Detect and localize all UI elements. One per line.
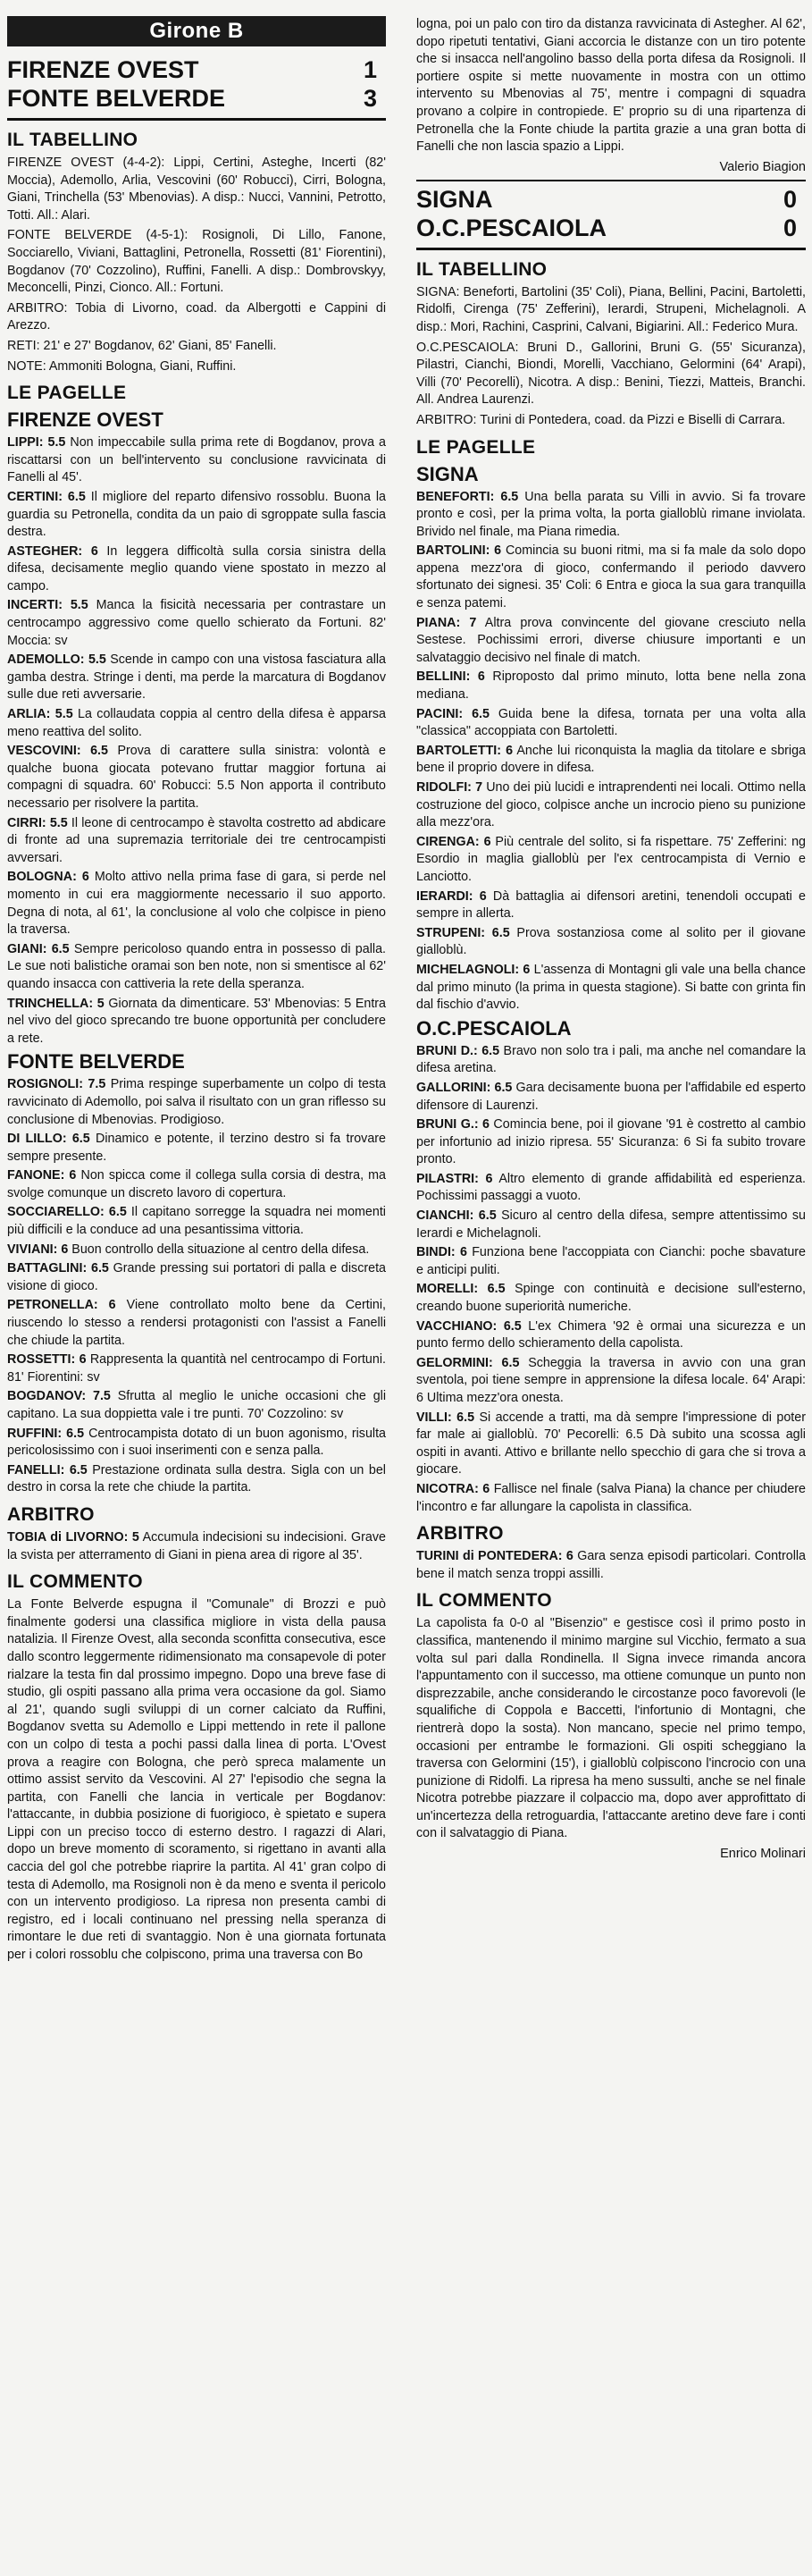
rating-name: BARTOLETTI: 6 <box>416 743 514 758</box>
rating-text: Prova di carattere sulla sinistra: volontà e qualche buona giocata potevano fruttar maggior fortuna ai compagni di squadra. 60' Robucci: 5.5 Non apporta il contributo necessario per risolvere la partita. <box>7 744 386 811</box>
rating-text: Sicuro al centro della difesa, sempre attentissimo su Ierardi e Michelagnoli. <box>416 1208 806 1241</box>
rating-text: Accumula indecisioni su indecisioni. Grave la svista per atterramento di Giani in piena area di rigore al 35'. <box>7 1529 386 1562</box>
player-rating <box>7 489 386 542</box>
rating-text: Più centrale del solito, si fa rispettare. 75' Zefferini: ng Esordio in maglia gialloblù per l'ex centrocampista di Vernio e Lanciotto. <box>416 834 806 884</box>
rating-name: CIRENGA: 6 <box>416 834 491 849</box>
rating-text: Fallisce nel finale (salva Piana) la chance per chiudere l'incontro e far allungare la capolista in classifica. <box>416 1481 806 1514</box>
rating-text: Dinamico e potente, il terzino destro si fa trovare sempre presente. <box>7 1132 386 1164</box>
player-rating <box>416 743 806 778</box>
rating-name: PETRONELLA: 6 <box>7 1298 116 1313</box>
rating-name: ROSSETTI: 6 <box>7 1352 87 1368</box>
rating-text: Prova sostanziosa come al solito per il giovane gialloblù. <box>416 925 806 958</box>
rating-text: Buon controllo della situazione al centro della difesa. <box>68 1242 370 1257</box>
player-rating <box>7 1426 386 1461</box>
rating-text: Non impeccabile sulla prima rete di Bogdanov, prova a riscattarsi con un bell'intervento su conclusione ravvicinata di Fanelli al 45'. <box>7 435 387 485</box>
rating-text: Comincia bene, poi il giovane '91 è costretto al cambio per infortunio ad inizio ripresa. 55' Sicuranza: 6 Si fa subito trovare pronto. <box>416 1117 806 1167</box>
section-title-pagelle: LE PAGELLE <box>7 383 127 404</box>
rating-name: PIANA: 7 <box>416 615 477 630</box>
rating-name: GIANI: 6.5 <box>7 941 70 956</box>
rating-name: VILLI: 6.5 <box>416 1410 475 1425</box>
rating-name: BENEFORTI: 6.5 <box>416 489 519 504</box>
player-rating <box>416 489 806 542</box>
rating-name: BATTAGLINI: 6.5 <box>7 1261 109 1276</box>
team-score: 0 <box>783 214 797 241</box>
player-rating <box>7 652 386 704</box>
team-name: O.C.PESCAIOLA <box>416 214 607 241</box>
rating-name: TOBIA di LIVORNO: 5 <box>7 1529 139 1545</box>
team-name: SIGNA <box>416 185 493 213</box>
team-score: 0 <box>783 185 797 213</box>
rating-name: VIVIANI: 6 <box>7 1242 69 1257</box>
player-rating <box>416 1481 806 1516</box>
team-score: 1 <box>363 56 377 83</box>
rating-name: BRUNI D.: 6.5 <box>416 1043 500 1058</box>
rating-name: BELLINI: 6 <box>416 669 485 685</box>
rating-name: NICOTRA: 6 <box>416 1481 490 1496</box>
section-title-commento: IL COMMENTO <box>7 1571 143 1593</box>
group-header: Girone B <box>7 16 386 46</box>
score-row-home <box>416 185 806 214</box>
rating-text: Anche lui riconquista la maglia da titolare e sbriga bene il proprio dovere in difesa. <box>416 743 806 776</box>
rating-text: Rappresenta la quantità nel centrocampo di Fortuni. 81' Fiorentini: sv <box>7 1352 386 1385</box>
rating-name: CIANCHI: 6.5 <box>416 1208 497 1224</box>
right-column <box>416 16 806 1866</box>
player-rating <box>416 1043 806 1078</box>
player-rating <box>416 1080 806 1115</box>
rating-text: Centrocampista dotato di un buon agonismo, risulta pericolosissimo con i suoi inserimenti con e senza palla. <box>7 1426 386 1459</box>
rating-name: BINDI: 6 <box>416 1245 467 1260</box>
rating-text: La collaudata coppia al centro della difesa è apparsa meno reattiva del solito. <box>7 707 386 739</box>
player-rating <box>7 1076 386 1129</box>
match-score-block <box>7 55 386 121</box>
team-subtitle: SIGNA <box>416 462 479 485</box>
rating-name: BRUNI G.: 6 <box>416 1117 490 1132</box>
player-rating <box>416 1244 806 1279</box>
player-rating <box>7 1260 386 1295</box>
player-rating <box>416 962 806 1014</box>
rating-text: Non spicca come il collega sulla corsia di destra, ma svolge comunque un discreto lavoro di copertura. <box>7 1168 386 1200</box>
team-name: FIRENZE OVEST <box>7 56 199 83</box>
rating-text: Prestazione ordinata sulla destra. Sigla con un bel destro in corsa la rete che chiude la partita. <box>7 1462 386 1495</box>
player-rating <box>416 669 806 703</box>
rating-name: GALLORINI: 6.5 <box>416 1080 513 1095</box>
rating-name: BARTOLINI: 6 <box>416 543 502 559</box>
rating-text: Il migliore del reparto difensivo rossoblu. Buona la guardia su Petronella, condita da un paio di sgroppate sulla fascia destra. <box>7 489 387 540</box>
player-rating <box>7 706 386 741</box>
rating-name: RUFFINI: 6.5 <box>7 1426 85 1441</box>
rating-text: Gara senza episodi particolari. Controlla bene il match senza troppi assilli. <box>416 1549 807 1581</box>
rating-text: Sfrutta al meglio le uniche occasioni che gli capitano. La sua doppietta vale i tre punti. 70' Cozzolino: sv <box>7 1389 387 1421</box>
rating-name: VACCHIANO: 6.5 <box>416 1318 522 1334</box>
divider <box>416 180 806 181</box>
section-title-tabellino: IL TABELLINO <box>7 130 138 150</box>
rating-text: Si accende a tratti, ma dà sempre l'impressione di poter far male ai gialloblù. 70' Pecorelli: 6.5 Dà subito una scossa agli ospiti in avanti. Attivo e brillante nello specchio di gara che si trova a giocare. <box>416 1410 806 1477</box>
section-title-commento: IL COMMENTO <box>416 1590 552 1612</box>
player-rating <box>7 743 386 812</box>
author-signature: Valerio Biagion <box>719 159 806 174</box>
match-commentary: La capolista fa 0-0 al "Bisenzio" e gestisce così il primo posto in classifica, mantenendo il minimo margine sul Vicchio, fermato a sua volta sul pari dalla Rondinella. Il Signa invece rimanda ancora l'appuntamento con il successo, ma ottiene comunque un punto non disprezzabile, anche considerando le circostanze poco favorevoli (le squalifiche di Coppola e Baccetti, l'infortunio di Montagni, che rientrerà dopo la sosta). Non mancano, specie nel primo tempo, occasioni per entrambe le formazioni. Gli ospiti scheggiano la traversa con Gelormini (15'), i gialloblù colpiscono l'incrocio con una punizione di Ridolfi. La ripresa ha meno sussulti, anche se nel finale Nicotra potrebbe piazzare il colpaccio ma, dopo aver approfittato di un'incertezza della retroguardia, l'attaccante aretino deve fare i conti con il salvataggio di Piana. <box>416 1616 806 1841</box>
referee-rating <box>416 1548 806 1583</box>
rating-name: BOGDANOV: 7.5 <box>7 1389 111 1404</box>
rating-text: In leggera difficoltà sulla corsia sinistra della difesa, decisamente meglio quando viene spostato in mezzo al campo. <box>7 543 386 593</box>
ratings-list <box>7 434 386 1048</box>
section-title-pagelle: LE PAGELLE <box>416 436 536 458</box>
player-rating <box>416 1116 806 1169</box>
player-rating <box>416 834 806 887</box>
player-rating <box>416 779 806 832</box>
rating-text: Scende in campo con una vistosa fasciatura alla gamba destra. Stringe i denti, ma perde la marcatura di Bogdanov sulle due reti avversarie. <box>7 652 386 703</box>
team-name: FONTE BELVERDE <box>7 85 226 112</box>
score-row-away <box>7 84 386 113</box>
rating-text: Il leone di centrocampo è stavolta costretto ad abdicare di fronte ad una supremazia territoriale dei tre centrocampisti avversari. <box>7 815 386 865</box>
player-rating <box>7 996 386 1048</box>
rating-name: IERARDI: 6 <box>416 888 487 904</box>
player-rating <box>416 615 806 668</box>
score-row-away <box>416 214 806 242</box>
player-rating <box>7 1242 386 1259</box>
referee-rating <box>7 1529 386 1564</box>
tabellino-entry: ARBITRO: Turini di Pontedera, coad. da Pizzi e Biselli di Carrara. <box>416 412 786 427</box>
tabellino-entry: O.C.PESCAIOLA: Bruni D., Gallorini, Bruni G. (55' Sicuranza), Pilastri, Cianchi, Biondi, Morelli, Vacchiano, Gelormini (64' Arapi), Villi (70' Pecorelli), Nicotra. A disp.: Benini, Tiezzi, Matteis, Branchi. All. Andrea Laurenzi. <box>416 340 806 408</box>
player-rating <box>7 1388 386 1423</box>
rating-name: BOLOGNA: 6 <box>7 870 89 885</box>
rating-text: Riproposto dal primo minuto, lotta bene nella zona mediana. <box>416 669 806 703</box>
player-rating <box>416 925 806 960</box>
rating-name: CIRRI: 5.5 <box>7 815 68 830</box>
rating-name: SOCCIARELLO: 6.5 <box>7 1205 127 1220</box>
player-rating <box>7 1131 386 1166</box>
rating-name: LIPPI: 5.5 <box>7 435 66 450</box>
rating-text: L'ex Chimera '92 è ormai una sicurezza e un punto fermo dello schieramento della capolista. <box>416 1318 806 1351</box>
rating-name: ASTEGHER: 6 <box>7 543 98 559</box>
player-rating <box>416 1171 806 1206</box>
rating-text: Prima respinge superbamente un colpo di testa ravvicinato di Ademollo, poi salva il risultato con un gran riflesso su conclusione di Mbenovias. Prodigioso. <box>7 1077 386 1127</box>
rating-text: Guida bene la difesa, tornata per una volta alla "classica" accoppiata con Bartoletti. <box>416 706 806 739</box>
rating-text: Scheggia la traversa in avvio con una gran sventola, poi tiene sempre in apprensione la difesa locale. 64' Arapi: 6 Ultima mezz'ora onesta. <box>416 1355 806 1405</box>
player-rating <box>7 1204 386 1239</box>
rating-text: Dà battaglia ai difensori aretini, tenendoli occupati e sempre in allerta. <box>416 888 806 922</box>
player-rating <box>7 543 386 596</box>
rating-name: TRINCHELLA: 5 <box>7 996 105 1011</box>
rating-name: ARLIA: 5.5 <box>7 707 73 722</box>
section-title-arbitro: ARBITRO <box>416 1523 504 1545</box>
tabellino-entry: SIGNA: Beneforti, Bartolini (35' Coli), Piana, Bellini, Pacini, Bartoletti, Ridolfi, Cirenga (75' Zefferini), Ierardi, Strupeni, Michelagnoli. A disp.: Mori, Rachini, Casprini, Calvani, Bigiarini. All.: Federico Mura. <box>416 284 806 334</box>
rating-name: CERTINI: 6.5 <box>7 489 86 504</box>
rating-text: Comincia su buoni ritmi, ma si fa male da solo dopo appena mezz'ora di gioco, confermando il periodo davvero sfortunato dei signesi. 35' Coli: 6 Entra e gioca la sua gara tranquilla e senza patemi. <box>416 543 806 611</box>
tabellino-entry: RETI: 21' e 27' Bogdanov, 62' Giani, 85' Fanelli. <box>7 338 277 353</box>
match-commentary-continued: logna, poi un palo con tiro da distanza ravvicinata di Astegher. Al 62', dopo ripetuti tentativi, Giani accorcia le distanze con un tiro potente che si insacca nell'angolino basso della porta difesa da Rosignoli. Il portiere ospite si mette nuovamente in mostra con un ottimo intervento su Mbenovias al 75', mentre i compagni di squadra provano a colpire in contropiede. E' proprio su di una ripartenza di Petronella che la Fonte chiude la partita grazie a una gran botta di Fanelli che non lascia spazio a Lippi. <box>416 17 806 155</box>
rating-name: MORELLI: 6.5 <box>416 1282 506 1297</box>
player-rating <box>7 434 386 487</box>
rating-name: FANONE: 6 <box>7 1168 77 1183</box>
rating-name: DI LILLO: 6.5 <box>7 1132 90 1147</box>
rating-text: Sempre pericoloso quando entra in possesso di palla. Le sue noti balistiche oramai son ben note, non si smentisce al 62' quando insacca con cattiveria la rete della speranza. <box>7 941 386 991</box>
match-score-block <box>416 185 806 250</box>
rating-name: PACINI: 6.5 <box>416 706 490 721</box>
rating-text: Grande pressing sui portatori di palla e discreta visione di gioco. <box>7 1261 386 1293</box>
rating-name: ROSIGNOLI: 7.5 <box>7 1077 106 1092</box>
tabellino-entry: NOTE: Ammoniti Bologna, Giani, Ruffini. <box>7 358 237 374</box>
player-rating <box>416 1208 806 1242</box>
rating-name: TURINI di PONTEDERA: 6 <box>416 1549 573 1564</box>
section-title-arbitro: ARBITRO <box>7 1503 95 1525</box>
rating-text: Manca la fisicità necessaria per contrastare un centrocampo aggressivo come quello schierato da Fortuni. 82' Moccia: sv <box>7 598 387 648</box>
player-rating <box>7 597 386 650</box>
tabellino-entry: FIRENZE OVEST (4-4-2): Lippi, Certini, Asteghe, Incerti (82' Moccia), Ademollo, Arlia, Vescovini (60' Robucci), Cirri, Bologna, Giani, Trinchella (53' Mbenovias). A disp.: Nucci, Vannini, Petrotto, Totti. All.: Alari. <box>7 156 386 223</box>
player-rating <box>7 1351 386 1386</box>
rating-name: INCERTI: 5.5 <box>7 598 88 613</box>
rating-text: Bravo non solo tra i pali, ma anche nel comandare la difesa aretina. <box>416 1043 806 1076</box>
rating-text: L'assenza di Montagni gli vale una bella chance dal primo minuto (la prima in questa stagione). Si batte con grinta fin dal fischio d'avvio. <box>416 962 806 1013</box>
player-rating <box>416 1318 806 1353</box>
player-rating <box>416 1355 806 1408</box>
rating-text: Uno dei più lucidi e intraprendenti nei locali. Ottimo nella costruzione del gioco, colpisce anche un incrocio pieno su punizione alla mezz'ora. <box>416 780 806 830</box>
player-rating <box>7 815 386 868</box>
tabellino-entry: ARBITRO: Tobia di Livorno, coad. da Albergotti e Cappini di Arezzo. <box>7 300 386 333</box>
rating-text: Spinge con continuità e decisione sull'esterno, creando buone superiorità numeriche. <box>416 1282 806 1315</box>
player-rating <box>7 941 386 994</box>
team-score: 3 <box>363 85 377 112</box>
ratings-list <box>7 1076 386 1497</box>
player-rating <box>416 1410 806 1479</box>
rating-text: Altro elemento di grande affidabilità ed esperienza. Pochissimi passaggi a vuoto. <box>416 1171 806 1204</box>
rating-name: STRUPENI: 6.5 <box>416 925 510 940</box>
team-subtitle: O.C.PESCAIOLA <box>416 1016 572 1040</box>
ratings-list <box>416 1043 806 1516</box>
rating-name: VESCOVINI: 6.5 <box>7 744 108 759</box>
rating-text: Funziona bene l'accoppiata con Cianchi: poche sbavature e anticipi puliti. <box>416 1245 806 1277</box>
player-rating <box>7 869 386 939</box>
team-subtitle: FONTE BELVERDE <box>7 1050 185 1073</box>
player-rating <box>416 1281 806 1316</box>
author-signature: Enrico Molinari <box>720 1847 806 1862</box>
player-rating <box>7 1462 386 1497</box>
tabellino-entry: FONTE BELVERDE (4-5-1): Rosignoli, Di Lillo, Fanone, Socciarello, Viviani, Battaglini, Petronella, Rossetti (81' Fiorentini), Bogdanov (70' Cozzolino), Ruffini, Fanelli. A disp.: Dombrovskyy, Meconcelli, Pinzi, Cionco. All.: Fortuni. <box>7 228 386 296</box>
rating-name: MICHELAGNOLI: 6 <box>416 962 531 977</box>
rating-text: Una bella parata su Villi in avvio. Si fa trovare pronto e così, per la prima volta, la porta gialloblù rimane inviolata. Brivido nel finale, ma Piana rimedia. <box>416 489 806 539</box>
rating-name: GELORMINI: 6.5 <box>416 1355 520 1370</box>
player-rating <box>416 888 806 923</box>
rating-name: RIDOLFI: 7 <box>416 780 483 795</box>
rating-text: Altra prova convincente del giovane cresciuto nella Sestese. Pochissimi errori, diverse chiusure importanti e un salvataggio decisivo nel finale di match. <box>416 615 806 665</box>
team-subtitle: FIRENZE OVEST <box>7 408 163 432</box>
score-row-home <box>7 55 386 84</box>
rating-text: Molto attivo nella prima fase di gara, si perde nel momento in cui era maggiormente necessario il suo apporto. Degna di nota, al 61', la conclusione al volo che colpisce in pieno la traversa. <box>7 870 386 938</box>
match-commentary: La Fonte Belverde espugna il "Comunale" di Brozzi e può finalmente godersi una classifica migliore in vista della pausa natalizia. Il Firenze Ovest, alla seconda sconfitta consecutiva, esce dallo scontro leggermente ridimensionato ma consapevole di poter rialzare la testa fin dal prossimo impegno. Dopo una breve fase di studio, gli ospiti passano alla prima vera occasione da gol. Siamo al 21', quando sugli sviluppi di un corner calciato da Ruffini, Bogdanov svetta su Ademollo e Lippi mettendo in rete il pallone con un colpo di testa a pochi passi dalla linea di porta. L'Ovest prova a reagire con Bologna, che però spreca malamente un ottimo assist servito da Vescovini. Al 27' l'episodio che segna la partita, con Fanelli che lancia in verticale per Bogdanov: l'attaccante, in dubbia posizione di fuorigioco, è spietato e supera Lippi con un preciso tocco di esterno destro. I ragazzi di Alari, dopo un breve momento di scoramento, si rigettano in avanti alla caccia del gol che potrebbe riaprire la partita. Al 41' gran colpo di testa di Ademollo, ma Rosignoli non è da meno e sventa il pericolo con un intervento prodigioso. La ripresa non presenta cambi di registro, ed i locali continuano nel pressing nella speranza di rimontare le due reti di svantaggio. Non è una giornata fortunata per i colori rossoblu che colpiscono, prima una traversa con Bo <box>7 1597 386 1963</box>
rating-name: PILASTRI: 6 <box>416 1171 493 1186</box>
section-title-tabellino: IL TABELLINO <box>416 258 548 280</box>
ratings-list <box>416 489 806 1014</box>
player-rating <box>7 1167 386 1202</box>
rating-text: Gara decisamente buona per l'affidabile ed esperto difensore di Laurenzi. <box>416 1080 806 1113</box>
rating-name: FANELLI: 6.5 <box>7 1462 88 1477</box>
player-rating <box>416 543 806 612</box>
left-column <box>7 16 386 1965</box>
rating-text: Il capitano sorregge la squadra nei momenti più difficili e la conduce ad una pesantissima vittoria. <box>7 1205 386 1238</box>
rating-text: Giornata da dimenticare. 53' Mbenovias: 5 Entra nel vivo del gioco sprecando tre buone opportunità per concludere a rete. <box>7 996 387 1046</box>
player-rating <box>416 706 806 741</box>
rating-name: ADEMOLLO: 5.5 <box>7 652 106 668</box>
player-rating <box>7 1297 386 1350</box>
rating-text: Viene controllato molto bene da Certini, riuscendo lo stesso a rendersi protagonisti con l'assist a Fanelli che chiude la partita. <box>7 1298 386 1348</box>
